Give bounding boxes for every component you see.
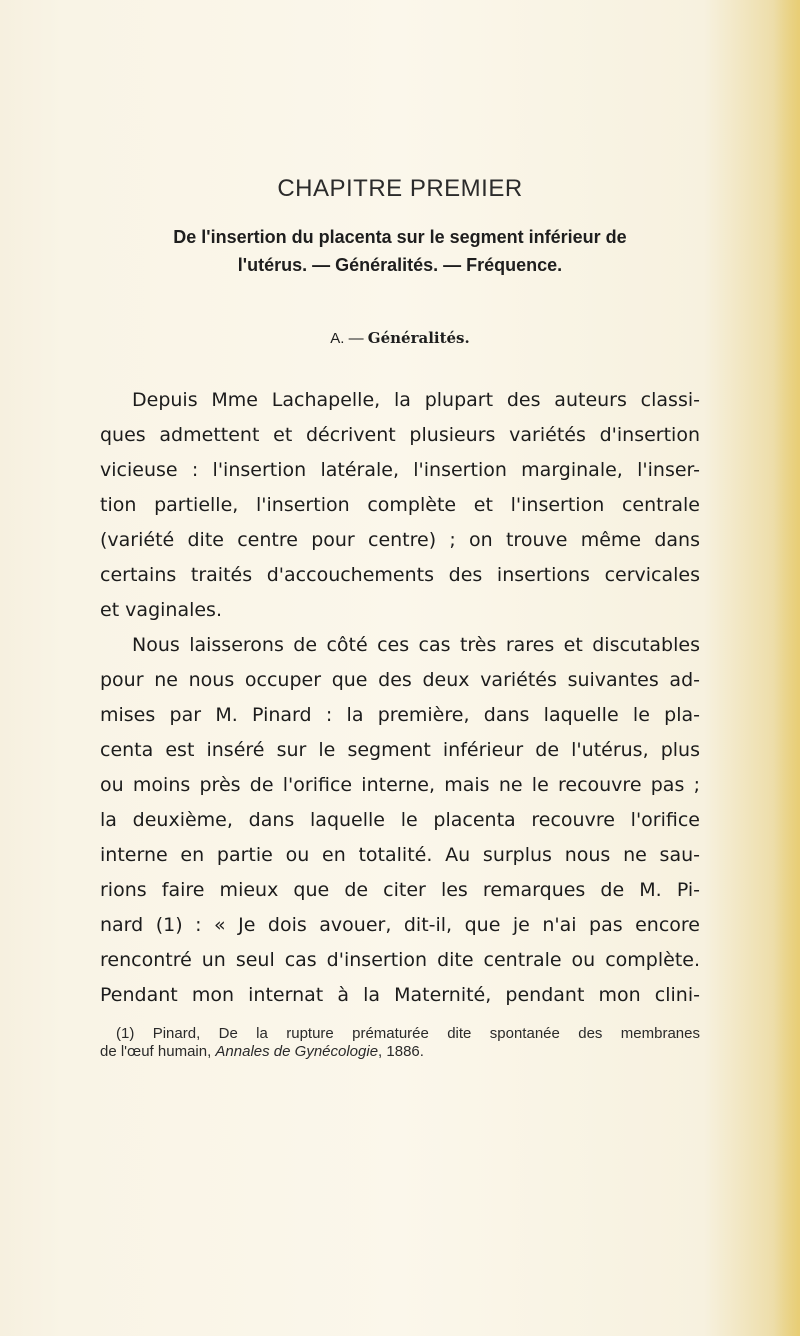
body-line: Pendant mon internat à la Maternité, pendant mon clini- bbox=[100, 984, 700, 1006]
body-line: vicieuse : l'insertion latérale, l'insertion marginale, l'inser- bbox=[100, 459, 700, 481]
body-line: Nous laisserons de côté ces cas très rares et discutables bbox=[132, 634, 700, 656]
footnote-line-2 bbox=[100, 1043, 700, 1061]
body-line: rions faire mieux que de citer les remarques de M. Pi- bbox=[100, 879, 700, 901]
footnote-line-1: (1) Pinard, De la rupture prématurée dite spontanée des membranes bbox=[116, 1025, 700, 1042]
section-heading bbox=[0, 329, 800, 347]
body-line: ou moins près de l'orifice interne, mais ne le recouvre pas ; bbox=[100, 774, 700, 796]
body-line: ques admettent et décrivent plusieurs variétés d'insertion bbox=[100, 424, 700, 446]
body-line: pour ne nous occuper que des deux variétés suivantes ad- bbox=[100, 669, 700, 691]
body-line: la deuxième, dans laquelle le placenta recouvre l'orifice bbox=[100, 809, 700, 831]
footnote-journal: Annales de Gynécologie bbox=[215, 1043, 379, 1060]
body-line: Depuis Mme Lachapelle, la plupart des auteurs classi- bbox=[132, 389, 700, 411]
body-line: mises par M. Pinard : la première, dans laquelle le pla- bbox=[100, 704, 700, 726]
section-label: A. — bbox=[330, 330, 364, 347]
body-line: (variété dite centre pour centre) ; on trouve même dans bbox=[100, 529, 700, 551]
section-title: Généralités. bbox=[367, 329, 470, 347]
body-line: et vaginales. bbox=[100, 599, 222, 621]
body-line: interne en partie ou en totalité. Au surplus nous ne sau- bbox=[100, 844, 700, 866]
chapter-subtitle bbox=[70, 223, 730, 279]
body-line: rencontré un seul cas d'insertion dite centrale ou complète. bbox=[100, 949, 700, 971]
body-line: nard (1) : « Je dois avouer, dit-il, que je n'ai pas encore bbox=[100, 914, 700, 936]
body-line: certains traités d'accouchements des insertions cervicales bbox=[100, 564, 700, 586]
body-line: centa est inséré sur le segment inférieur de l'utérus, plus bbox=[100, 739, 700, 761]
subtitle-line-1: De l'insertion du placenta sur le segment inférieur de bbox=[173, 227, 627, 247]
body-line: tion partielle, l'insertion complète et l'insertion centrale bbox=[100, 494, 700, 516]
subtitle-line-2: l'utérus. — Généralités. — Fréquence. bbox=[237, 255, 563, 275]
chapter-title: CHAPITRE PREMIER bbox=[277, 175, 523, 202]
footnote-year: , 1886. bbox=[378, 1043, 424, 1060]
footnote-text: de l'œuf humain, bbox=[100, 1043, 216, 1060]
